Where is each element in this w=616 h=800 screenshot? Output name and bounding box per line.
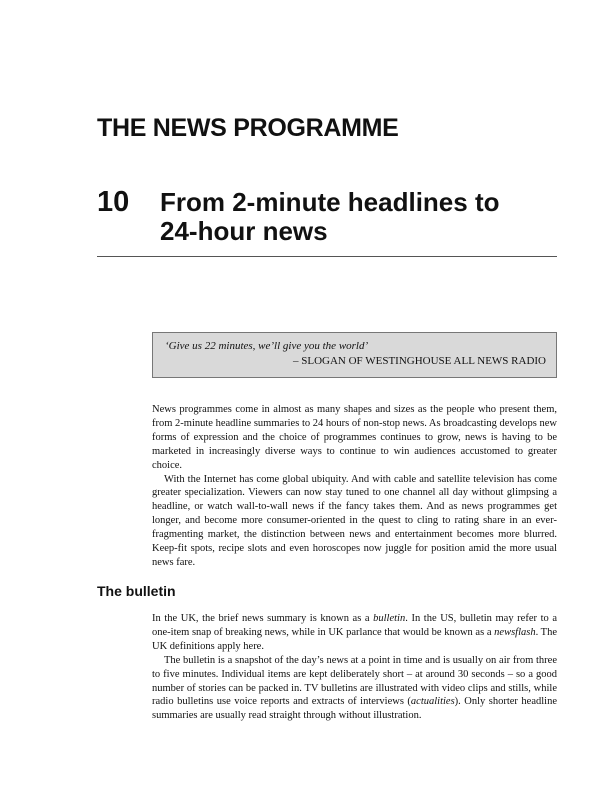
bulletin-text (152, 612, 557, 723)
bulletin-paragraph-2: The bulletin is a snapshot of the day’s news at a point in time and is usually on air from three to five minutes. Individual items are kept deliberately short – at around 30 seconds – so a good number of stories can be packed in. TV bulletins are illustrated with video clips and stills, while radio bulletins use voice reports and extracts of interviews (actualities). Only shorter headline summaries are usually read straight through without illustration. (152, 654, 557, 722)
bulletin-paragraph-1: In the UK, the brief news summary is known as a bulletin. In the US, bulletin may refer to a one-item snap of breaking news, while in UK parlance that would be known as a newsflash. The UK definitions apply here. (152, 613, 557, 652)
epigraph-box (152, 332, 557, 378)
intro-text (152, 403, 557, 570)
chapter-title-line-1: From 2-minute headlines to (160, 187, 500, 217)
intro-paragraph-2: With the Internet has come global ubiquity. And with cable and satellite television has come greater specialization. Viewers can now stay tuned to one channel all day without glimpsing a headline, or watch wall-to-wall news if the fancy takes them. And as news programmes get longer, and become more consumer-oriented in the quest to cling to rating share in an ever-fragmenting market, the distinction between news and entertainment becomes more blurred. Keep-fit spots, recipe slots and even horoscopes now juggle for position amid the more usual news fare. (152, 473, 557, 568)
term-newsflash: newsflash (494, 626, 536, 638)
section-heading-bulletin: The bulletin (97, 583, 176, 599)
term-actualities: actualities (410, 696, 455, 708)
epigraph-source: – SLOGAN OF WESTINGHOUSE ALL NEWS RADIO (293, 355, 546, 367)
intro-paragraph-1: News programmes come in almost as many shapes and sizes as the people who present them, from 2-minute headline summaries to 24 hours of non-stop news. As broadcasting develops new forms of expression and the choice of programmes continues to grow, news is having to be marketed in increasingly diverse ways to continue to win audiences accustomed to greater choice. (152, 404, 557, 471)
part-title: THE NEWS PROGRAMME (97, 114, 399, 142)
epigraph-quote: ‘Give us 22 minutes, we’ll give you the world’ (165, 340, 369, 352)
chapter-number: 10 (97, 186, 130, 218)
chapter-divider (97, 256, 557, 257)
chapter-title (160, 188, 560, 246)
chapter-title-line-2: 24-hour news (160, 216, 328, 246)
term-bulletin: bulletin (373, 613, 406, 624)
